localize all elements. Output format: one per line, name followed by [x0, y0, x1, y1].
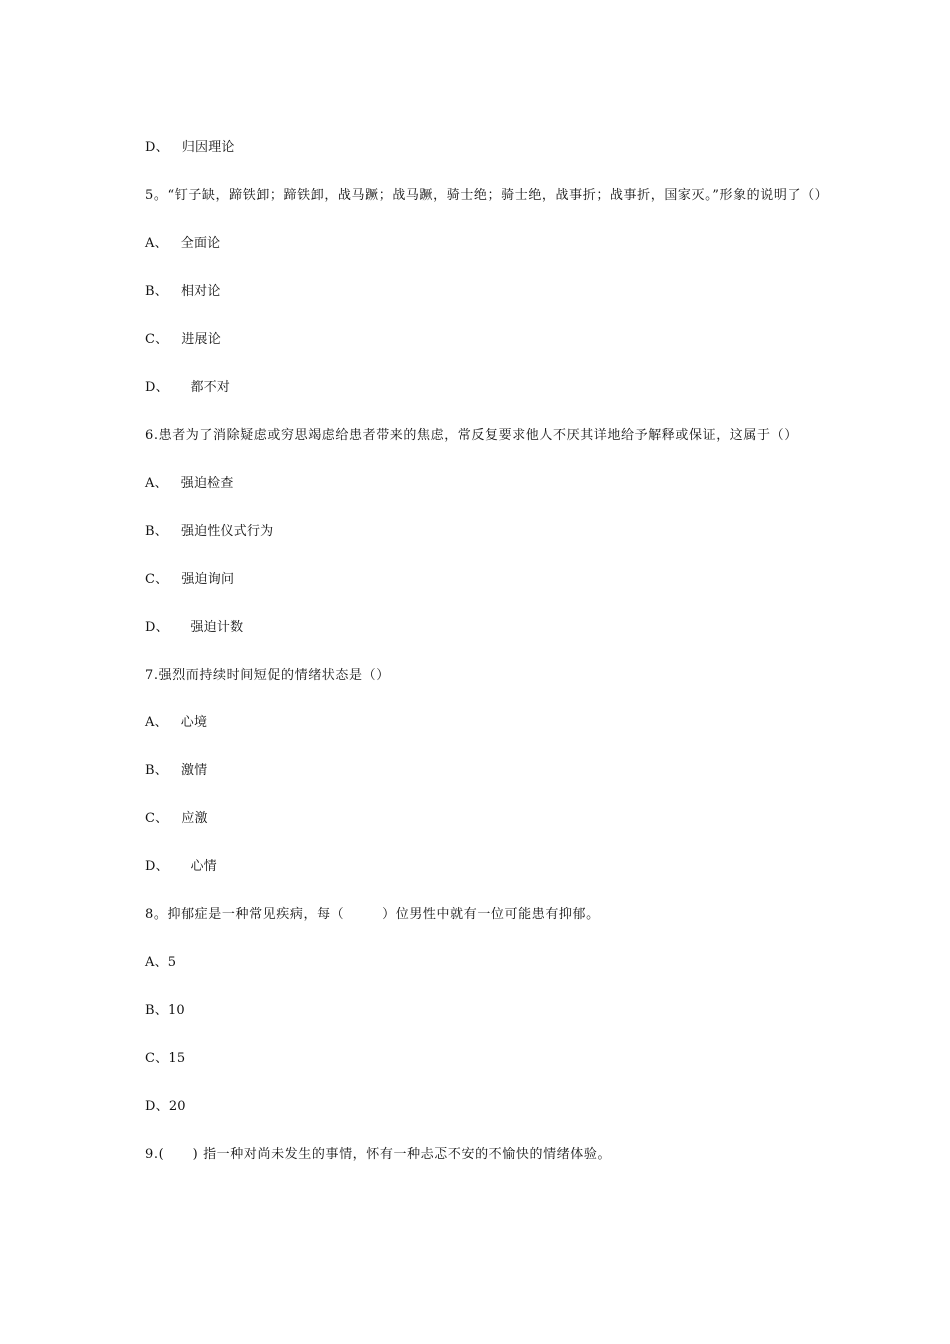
option-b-q6: B、 强迫性仪式行为 — [145, 524, 274, 539]
option-b-q7: B、 激情 — [145, 763, 208, 778]
option-d-q4: D、 归因理论 — [145, 140, 235, 155]
question-8: 8。抑郁症是一种常见疾病，每（ ）位男性中就有一位可能患有抑郁。 — [145, 907, 600, 922]
option-c-q6: C、 强迫询问 — [145, 572, 235, 587]
option-a-q7: A、 心境 — [145, 715, 208, 730]
option-c-q8: C、15 — [145, 1051, 186, 1066]
option-b-q8: B、10 — [145, 1003, 185, 1018]
option-c-q5: C、 进展论 — [145, 332, 221, 347]
option-b-q5: B、 相对论 — [145, 284, 221, 299]
option-d-q6: D、 强迫计数 — [145, 620, 244, 635]
option-c-q7: C、 应激 — [145, 811, 208, 826]
question-5: 5。“钉子缺，蹄铁卸；蹄铁卸，战马蹶；战马蹶，骑士绝；骑士绝，战事折；战事折，国家灭。”形象的说明了（） — [145, 188, 829, 203]
option-d-q7: D、 心情 — [145, 859, 217, 874]
option-a-q6: A、 强迫检查 — [145, 476, 234, 491]
question-6: 6.患者为了消除疑虑或穷思竭虑给患者带来的焦虑，常反复要求他人不厌其详地给予解释或保证，这属于（） — [145, 428, 798, 443]
question-9: 9.( ) 指一种对尚未发生的事情，怀有一种忐忑不安的不愉快的情绪体验。 — [145, 1147, 612, 1162]
option-a-q5: A、 全面论 — [145, 236, 221, 251]
option-a-q8: A、5 — [145, 955, 177, 970]
question-7: 7.强烈而持续时间短促的情绪状态是（） — [145, 668, 390, 683]
option-d-q8: D、20 — [145, 1099, 186, 1114]
option-d-q5: D、 都不对 — [145, 380, 231, 395]
